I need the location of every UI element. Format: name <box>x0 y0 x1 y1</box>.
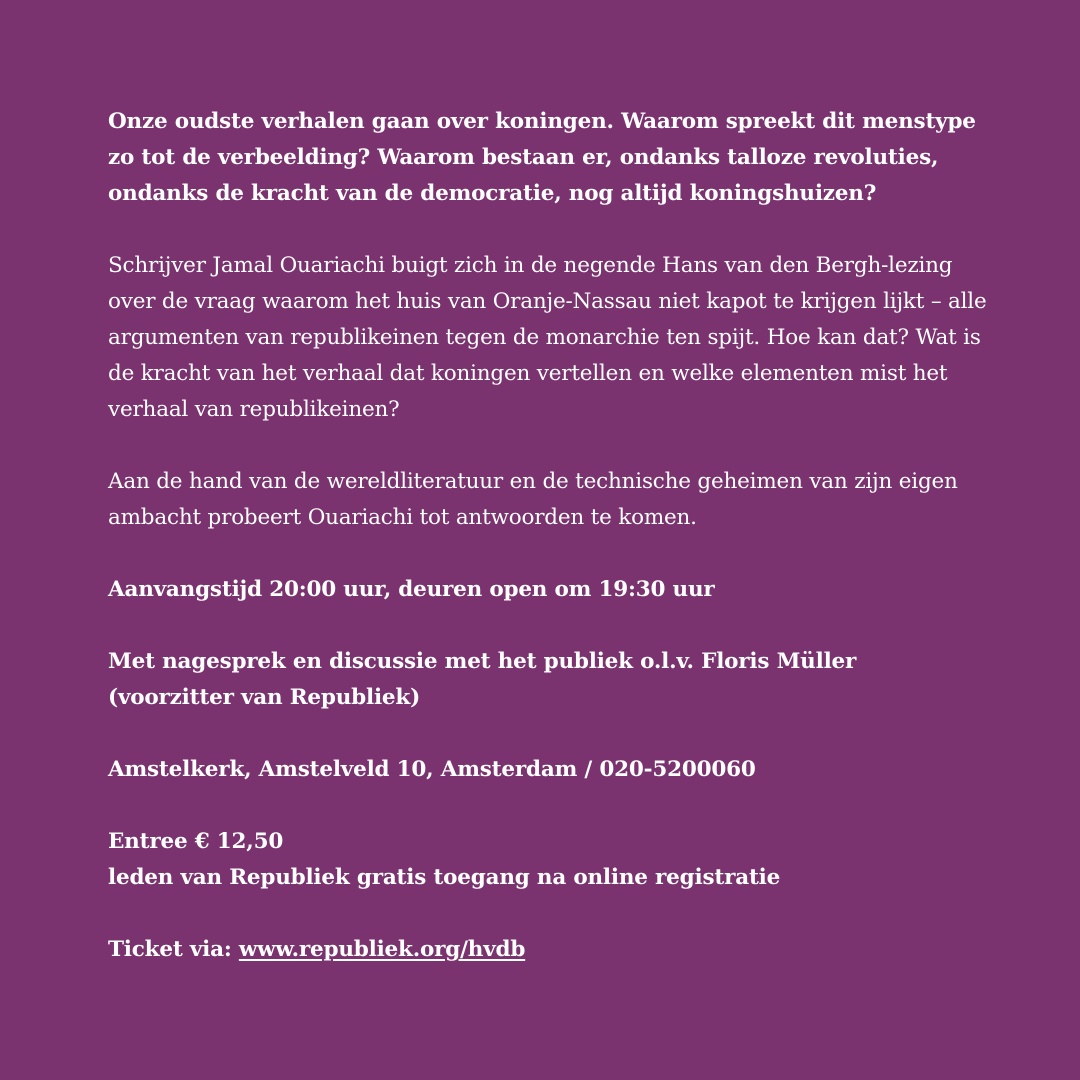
ticket-link[interactable]: www.republiek.org/hvdb <box>238 937 526 962</box>
venue-text: Amstelkerk, Amstelveld 10, Amsterdam / 020-5200060 <box>108 757 756 782</box>
ticket-label: Ticket via: <box>108 937 239 962</box>
approach-paragraph: Aan de hand van de wereldliteratuur en de technische geheimen van zijn eigen ambacht probeert Ouariachi tot antwoorden te komen. <box>108 469 958 530</box>
description-paragraph: Schrijver Jamal Ouariachi buigt zich in de negende Hans van den Bergh-lezing over de vraag waarom het huis van Oranje-Nassau niet kapot te krijgen lijkt – alle argumenten van republikeinen tegen de monarchie ten spijt. Hoe kan dat? Wat is de kracht van het verhaal dat koningen vertellen en welke elementen mist het verhaal van republikeinen? <box>108 253 987 422</box>
ticket-line <box>108 932 988 968</box>
intro-paragraph: Onze oudste verhalen gaan over koningen. Waarom spreekt dit menstype zo tot de verbeelding? Waarom bestaan er, ondanks talloze revoluties, ondanks de kracht van de democratie, nog altijd koningshuizen? <box>108 109 976 206</box>
members-note-text: leden van Republiek gratis toegang na online registratie <box>108 865 781 890</box>
discussion-paragraph: Met nagesprek en discussie met het publiek o.l.v. Floris Müller (voorzitter van Republiek) <box>108 649 857 710</box>
entry-price-text: Entree € 12,50 <box>108 829 284 854</box>
event-text-block <box>108 104 988 968</box>
start-time-text: Aanvangstijd 20:00 uur, deuren open om 19:30 uur <box>108 577 715 602</box>
